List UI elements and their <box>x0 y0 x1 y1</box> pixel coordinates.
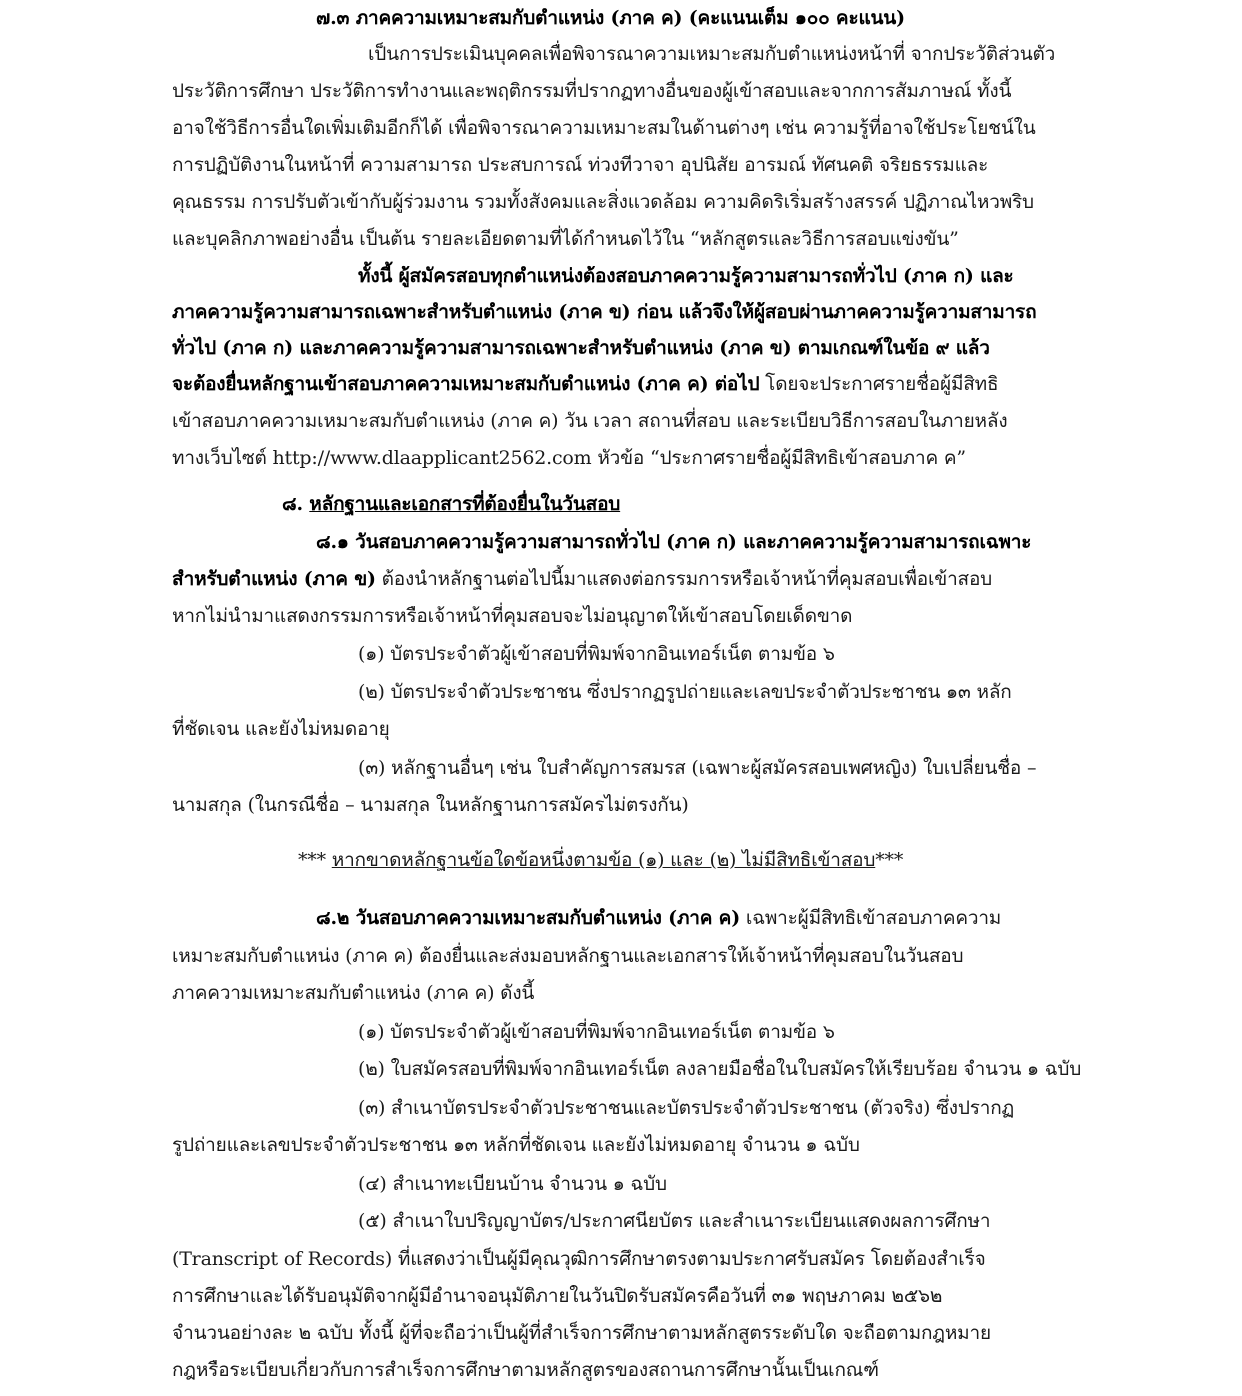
paragraph-line: และบุคลิกภาพอย่างอื่น เป็นต้น รายละเอียดตามที่ได้กำหนดไว้ใน “หลักสูตรและวิธีการสอบแข่งขัน” <box>172 228 959 250</box>
list-item-continuation: รูปถ่ายและเลขประจำตัวประชาชน ๑๓ หลักที่ชัดเจน และยังไม่หมดอายุ จำนวน ๑ ฉบับ <box>172 1134 860 1156</box>
section-8-2-line <box>316 906 1001 930</box>
list-item: (๒) บัตรประจำตัวประชาชน ซึ่งปรากฏรูปถ่ายและเลขประจำตัวประชาชน ๑๓ หลัก <box>358 681 1012 703</box>
warning-suffix: *** <box>875 849 904 871</box>
warning-line <box>298 848 903 872</box>
list-item-continuation: จำนวนอย่างละ ๒ ฉบับ ทั้งนี้ ผู้ที่จะถือว่าเป็นผู้ที่สำเร็จการศึกษาตามหลักสูตรระดับใด จะถือตามกฎหมาย <box>172 1322 991 1344</box>
mixed-note-line <box>172 372 998 396</box>
mixed-note-bold: จะต้องยื่นหลักฐานเข้าสอบภาคความเหมาะสมกับตำแหน่ง (ภาค ค) ต่อไป <box>172 373 760 395</box>
paragraph-line: การปฏิบัติงานในหน้าที่ ความสามารถ ประสบการณ์ ท่วงทีวาจา อุปนิสัย อารมณ์ ทัศนคติ จริยธรรมและ <box>172 154 989 176</box>
list-item-continuation: ที่ชัดเจน และยังไม่หมดอายุ <box>172 718 390 740</box>
paragraph-line: คุณธรรม การปรับตัวเข้ากับผู้ร่วมงาน รวมทั้งสังคมและสิ่งแวดล้อม ความคิดริเริ่มสร้างสรรค์ ปฏิภาณไหวพริบ <box>172 191 1034 213</box>
paragraph-line: ประวัติการศึกษา ประวัติการทำงานและพฤติกรรมที่ปรากฏทางอื่นของผู้เข้าสอบและจากการสัมภาษณ์ ทั้งนี้ <box>172 80 1012 102</box>
bold-note-line: ภาคความรู้ความสามารถเฉพาะสำหรับตำแหน่ง (ภาค ข) ก่อน แล้วจึงให้ผู้สอบผ่านภาคความรู้ความสามารถ <box>172 301 1037 323</box>
section-8-heading <box>282 492 620 516</box>
section-8-1-bold: สำหรับตำแหน่ง (ภาค ข) <box>172 568 376 590</box>
section-7-3-heading: ๗.๓ ภาคความเหมาะสมกับตำแหน่ง (ภาค ค) (คะแนนเต็ม ๑๐๐ คะแนน) <box>316 7 905 29</box>
section-8-1-rest: ต้องนำหลักฐานต่อไปนี้มาแสดงต่อกรรมการหรือเจ้าหน้าที่คุมสอบเพื่อเข้าสอบ <box>375 568 993 590</box>
section-8-2-line: เหมาะสมกับตำแหน่ง (ภาค ค) ต้องยื่นและส่งมอบหลักฐานและเอกสารให้เจ้าหน้าที่คุมสอบในวันสอบ <box>172 945 964 967</box>
list-item: (๑) บัตรประจำตัวผู้เข้าสอบที่พิมพ์จากอินเทอร์เน็ต ตามข้อ ๖ <box>358 1021 835 1043</box>
list-item: (๔) สำเนาทะเบียนบ้าน จำนวน ๑ ฉบับ <box>358 1173 667 1195</box>
bold-note-line: ทั่วไป (ภาค ก) และภาคความรู้ความสามารถเฉพาะสำหรับตำแหน่ง (ภาค ข) ตามเกณฑ์ในข้อ ๙ แล้ว <box>172 337 990 359</box>
list-item: (๓) หลักฐานอื่นๆ เช่น ใบสำคัญการสมรส (เฉพาะผู้สมัครสอบเพศหญิง) ใบเปลี่ยนชื่อ – <box>358 757 1037 779</box>
section-8-title: หลักฐานและเอกสารที่ต้องยื่นในวันสอบ <box>309 493 621 515</box>
section-8-2-line: ภาคความเหมาะสมกับตำแหน่ง (ภาค ค) ดังนี้ <box>172 982 535 1004</box>
list-item-continuation: นามสกุล (ในกรณีชื่อ – นามสกุล ในหลักฐานการสมัครไม่ตรงกัน) <box>172 794 689 816</box>
paragraph-line: เข้าสอบภาคความเหมาะสมกับตำแหน่ง (ภาค ค) วัน เวลา สถานที่สอบ และระเบียบวิธีการสอบในภายหลัง <box>172 410 1008 432</box>
section-8-1-line: หากไม่นำมาแสดงกรรมการหรือเจ้าหน้าที่คุมสอบจะไม่อนุญาตให้เข้าสอบโดยเด็ดขาด <box>172 605 853 627</box>
warning-prefix: *** <box>298 849 332 871</box>
paragraph-line: อาจใช้วิธีการอื่นใดเพิ่มเติมอีกก็ได้ เพื่อพิจารณาความเหมาะสมในด้านต่างๆ เช่น ความรู้ที่อาจใช้ประโยชน์ใน <box>172 117 1036 139</box>
list-item-continuation: การศึกษาและได้รับอนุมัติจากผู้มีอำนาจอนุมัติภายในวันปิดรับสมัครคือวันที่ ๓๑ พฤษภาคม ๒๕๖๒ <box>172 1285 943 1307</box>
list-item-continuation: กฎหรือระเบียบเกี่ยวกับการสำเร็จการศึกษาตามหลักสูตรของสถานการศึกษานั้นเป็นเกณฑ์ <box>172 1359 879 1381</box>
list-item: (๑) บัตรประจำตัวผู้เข้าสอบที่พิมพ์จากอินเทอร์เน็ต ตามข้อ ๖ <box>358 643 835 665</box>
paragraph-line: เป็นการประเมินบุคคลเพื่อพิจารณาความเหมาะสมกับตำแหน่งหน้าที่ จากประวัติส่วนตัว <box>368 43 1056 65</box>
section-8-number: ๘. <box>282 493 310 515</box>
warning-text: หากขาดหลักฐานข้อใดข้อหนึ่งตามข้อ (๑) และ (๒) ไม่มีสิทธิเข้าสอบ <box>331 849 876 871</box>
list-item: (๓) สำเนาบัตรประจำตัวประชาชนและบัตรประจำตัวประชาชน (ตัวจริง) ซึ่งปรากฏ <box>358 1097 1015 1119</box>
list-item: (๒) ใบสมัครสอบที่พิมพ์จากอินเทอร์เน็ต ลงลายมือชื่อในใบสมัครให้เรียบร้อย จำนวน ๑ ฉบับ <box>358 1058 1082 1080</box>
section-8-1-heading: ๘.๑ วันสอบภาคความรู้ความสามารถทั่วไป (ภาค ก) และภาคความรู้ความสามารถเฉพาะ <box>316 531 1032 553</box>
bold-note-line: ทั้งนี้ ผู้สมัครสอบทุกตำแหน่งต้องสอบภาคความรู้ความสามารถทั่วไป (ภาค ก) และ <box>358 265 1014 287</box>
mixed-note-rest: โดยจะประกาศรายชื่อผู้มีสิทธิ <box>759 373 999 395</box>
section-8-2-heading: ๘.๒ วันสอบภาคความเหมาะสมกับตำแหน่ง (ภาค ค) <box>316 907 740 929</box>
section-8-1-line <box>172 567 992 591</box>
list-item: (๕) สำเนาใบปริญญาบัตร/ประกาศนียบัตร และสำเนาระเบียนแสดงผลการศึกษา <box>358 1210 991 1232</box>
website-line: ทางเว็บไซต์ http://www.dlaapplicant2562.com หัวข้อ “ประกาศรายชื่อผู้มีสิทธิเข้าสอบภาค ค” <box>172 447 966 469</box>
section-8-2-rest: เฉพาะผู้มีสิทธิเข้าสอบภาคความ <box>739 907 1002 929</box>
list-item-continuation: (Transcript of Records) ที่แสดงว่าเป็นผู้มีคุณวุฒิการศึกษาตรงตามประกาศรับสมัคร โดยต้องสำเร็จ <box>172 1248 986 1270</box>
